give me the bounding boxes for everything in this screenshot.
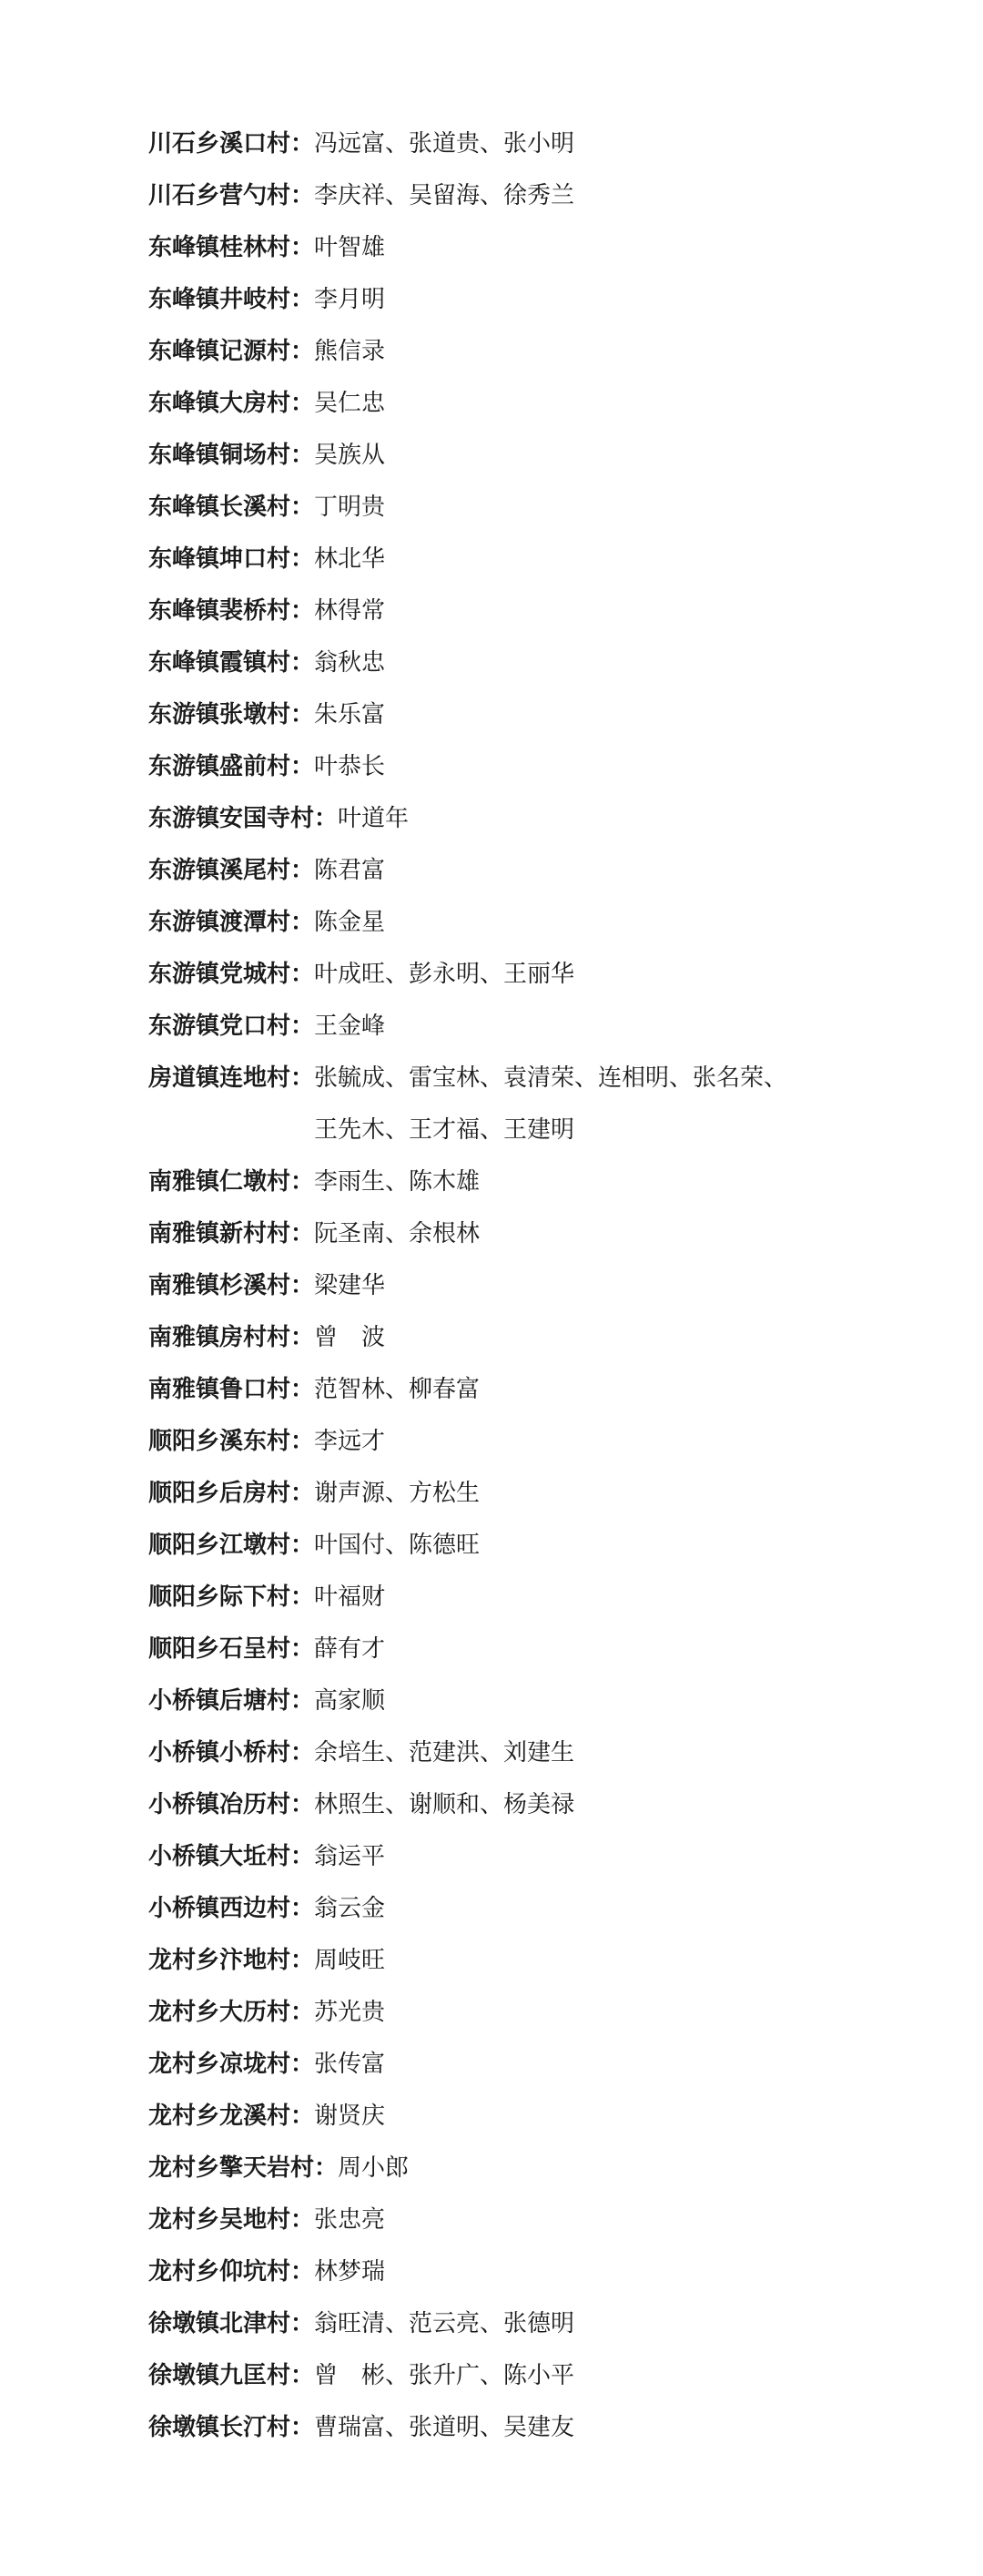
- person-names: 叶成旺、彭永明、王丽华: [314, 961, 575, 988]
- list-item: [148, 1779, 931, 1831]
- village-label: 东游镇党城村：: [148, 961, 315, 988]
- person-names: 薛有才: [314, 1635, 386, 1663]
- village-label: 龙村乡仰坑村：: [148, 2258, 315, 2286]
- person-names: 翁云金: [314, 1895, 386, 1922]
- village-label: 南雅镇仁墩村：: [148, 1168, 315, 1196]
- list-item: [148, 1001, 931, 1053]
- person-names: 高家顺: [314, 1687, 386, 1715]
- list-item: [148, 1364, 931, 1416]
- village-label: 顺阳乡石呈村：: [148, 1635, 315, 1663]
- person-names: 苏光贵: [314, 1999, 386, 2026]
- village-label: 南雅镇房村村：: [148, 1324, 315, 1351]
- list-item: [148, 2350, 931, 2402]
- village-label: 小桥镇大坵村：: [148, 1843, 315, 1870]
- person-names: 范智林、柳春富: [314, 1376, 481, 1403]
- village-label: 东游镇盛前村：: [148, 753, 315, 780]
- village-label: 南雅镇鲁口村：: [148, 1376, 315, 1403]
- person-names: 翁秋忠: [314, 649, 386, 677]
- village-label: 东峰镇桂林村：: [148, 234, 315, 261]
- village-label: 东峰镇长溪村：: [148, 494, 315, 521]
- person-names: 陈君富: [314, 857, 386, 884]
- person-names: 李庆祥、吴留海、徐秀兰: [314, 182, 575, 209]
- village-label: 川石乡营勺村：: [148, 182, 315, 209]
- village-label: 东游镇张墩村：: [148, 701, 315, 728]
- list-item: [148, 1156, 931, 1208]
- person-names: 朱乐富: [314, 701, 386, 728]
- person-names: 张传富: [314, 2051, 386, 2078]
- person-names: 周岐旺: [314, 1947, 386, 1974]
- person-names: 叶福财: [314, 1583, 386, 1611]
- list-item: [148, 274, 931, 326]
- person-names: 周小郎: [338, 2154, 410, 2182]
- list-item: [148, 1468, 931, 1520]
- village-label: 小桥镇西边村：: [148, 1895, 315, 1922]
- person-names: 林得常: [314, 597, 386, 625]
- village-label: 小桥镇冶历村：: [148, 1791, 315, 1818]
- list-item: [148, 1727, 931, 1779]
- village-label: 东峰镇井岐村：: [148, 286, 315, 313]
- list-item: [148, 1624, 931, 1675]
- person-names: 林梦瑞: [314, 2258, 386, 2286]
- village-label: 徐墩镇长汀村：: [148, 2414, 315, 2441]
- list-item: [148, 534, 931, 585]
- village-label: 东峰镇霞镇村：: [148, 649, 315, 677]
- village-label: 小桥镇后塘村：: [148, 1687, 315, 1715]
- person-names: 叶恭长: [314, 753, 386, 780]
- list-item: [148, 845, 931, 897]
- village-label: 顺阳乡溪东村：: [148, 1428, 315, 1455]
- list-item: [148, 2194, 931, 2246]
- list-item: [148, 1208, 931, 1260]
- village-label: 龙村乡龙溪村：: [148, 2103, 315, 2130]
- person-names: 熊信录: [314, 338, 386, 365]
- list-item: [148, 326, 931, 378]
- village-label: 东游镇溪尾村：: [148, 857, 315, 884]
- village-name-list: [148, 118, 931, 2454]
- list-item: [148, 2091, 931, 2143]
- list-item: [148, 1675, 931, 1727]
- village-label: 川石乡溪口村：: [148, 130, 315, 158]
- person-names: 吴族从: [314, 442, 386, 469]
- person-names: 叶国付、陈德旺: [314, 1532, 481, 1559]
- list-item: [148, 1883, 931, 1935]
- list-item: [148, 2143, 931, 2194]
- person-names: 谢声源、方松生: [314, 1480, 481, 1507]
- person-names: 谢贤庆: [314, 2103, 386, 2130]
- list-item: [148, 1312, 931, 1364]
- village-label: 龙村乡汴地村：: [148, 1947, 315, 1974]
- village-label: 南雅镇杉溪村：: [148, 1272, 315, 1299]
- list-item: [148, 637, 931, 689]
- village-label: 徐墩镇九匡村：: [148, 2362, 315, 2389]
- list-item: [148, 222, 931, 274]
- list-item: [148, 118, 931, 170]
- person-names: 李月明: [314, 286, 386, 313]
- village-label: 徐墩镇北津村：: [148, 2310, 315, 2337]
- person-names: 丁明贵: [314, 494, 386, 521]
- village-label: 顺阳乡江墩村：: [148, 1532, 315, 1559]
- list-item: [148, 585, 931, 637]
- person-names: 王金峰: [314, 1013, 386, 1040]
- list-item: [148, 897, 931, 949]
- person-names: 曾 波: [314, 1324, 386, 1351]
- list-item: [148, 1572, 931, 1624]
- village-label: 南雅镇新村村：: [148, 1220, 315, 1247]
- person-names: 余培生、范建洪、刘建生: [314, 1739, 575, 1767]
- village-label: 东游镇党口村：: [148, 1013, 315, 1040]
- list-item: [148, 1053, 931, 1156]
- list-item: [148, 689, 931, 741]
- list-item: [148, 1520, 931, 1572]
- list-item: [148, 1260, 931, 1312]
- village-label: 小桥镇小桥村：: [148, 1739, 315, 1767]
- person-names-line-1: 张毓成、雷宝林、袁清荣、连相明、张名荣、: [314, 1064, 788, 1092]
- village-label: 顺阳乡后房村：: [148, 1480, 315, 1507]
- list-item: [148, 378, 931, 430]
- list-item: [148, 482, 931, 534]
- list-item: [148, 949, 931, 1001]
- list-item: [148, 793, 931, 845]
- person-names: 叶道年: [338, 805, 410, 832]
- village-label: 东峰镇坤口村：: [148, 545, 315, 573]
- list-item: [148, 2039, 931, 2091]
- person-names: 曹瑞富、张道明、吴建友: [314, 2414, 575, 2441]
- person-names: 叶智雄: [314, 234, 386, 261]
- village-label: 龙村乡大历村：: [148, 1999, 315, 2026]
- list-item: [148, 170, 931, 222]
- person-names: 陈金星: [314, 909, 386, 936]
- village-label: 东峰镇记源村：: [148, 338, 315, 365]
- person-names: 阮圣南、余根林: [314, 1220, 481, 1247]
- village-label: 东峰镇裴桥村：: [148, 597, 315, 625]
- village-label: 东峰镇铜场村：: [148, 442, 315, 469]
- list-item: [148, 2246, 931, 2298]
- village-label: 龙村乡擎天岩村：: [148, 2154, 339, 2182]
- person-names: 张忠亮: [314, 2206, 386, 2234]
- list-item: [148, 1416, 931, 1468]
- village-label: 龙村乡吴地村：: [148, 2206, 315, 2234]
- person-names: 翁旺清、范云亮、张德明: [314, 2310, 575, 2337]
- list-item: [148, 1987, 931, 2039]
- person-names: 吴仁忠: [314, 390, 386, 417]
- village-label: 龙村乡凉垅村：: [148, 2051, 315, 2078]
- list-item: [148, 1935, 931, 1987]
- village-label: 东游镇渡潭村：: [148, 909, 315, 936]
- list-item: [148, 430, 931, 482]
- person-names: 梁建华: [314, 1272, 386, 1299]
- person-names: 林照生、谢顺和、杨美禄: [314, 1791, 575, 1818]
- list-item: [148, 741, 931, 793]
- village-label: 顺阳乡际下村：: [148, 1583, 315, 1611]
- list-item: [148, 1831, 931, 1883]
- list-item: [148, 2402, 931, 2454]
- village-label: 房道镇连地村：: [148, 1064, 315, 1092]
- person-names: 李远才: [314, 1428, 386, 1455]
- person-names: 曾 彬、张升广、陈小平: [314, 2362, 575, 2389]
- person-names: 冯远富、张道贵、张小明: [314, 130, 575, 158]
- person-names: 李雨生、陈木雄: [314, 1168, 481, 1196]
- person-names: 翁运平: [314, 1843, 386, 1870]
- person-names-line-2: 王先木、王才福、王建明: [314, 1116, 575, 1144]
- village-label: 东峰镇大房村：: [148, 390, 315, 417]
- person-names: 林北华: [314, 545, 386, 573]
- person-names: [314, 1053, 787, 1156]
- list-item: [148, 2298, 931, 2350]
- village-label: 东游镇安国寺村：: [148, 805, 339, 832]
